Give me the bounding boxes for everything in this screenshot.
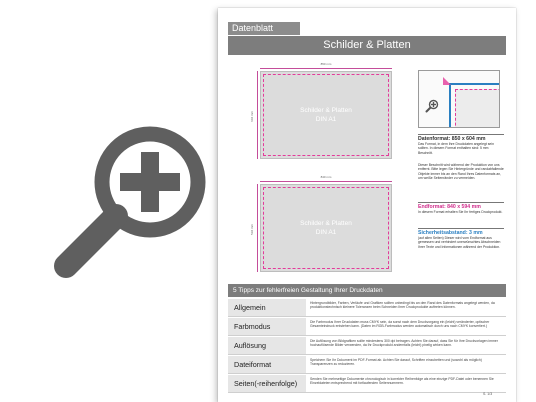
info-endformat [418, 204, 504, 214]
info-divider [418, 202, 504, 203]
endformat-text: In diesem Format erhalten Sie Ihr fertiges Druckprodukt. [418, 210, 503, 214]
corner-detail [418, 70, 500, 128]
board-preview-2 [260, 184, 392, 272]
info-divider [418, 228, 504, 229]
sheet-title: Schilder & Platten [228, 36, 506, 55]
board-1-line2: DIN A1 [315, 116, 337, 123]
tip-text: Hintergrundbilder, Farben, Verläufe und Grafiken sollten unbedingt bis an den Rand des Datenformats angelegt werden, da produktionstechnisch kleinere Toleranzen beim Schneiden Ihrer Druckprodukte auftreten können. [310, 301, 495, 310]
tip-label: Dateiformat [228, 356, 306, 373]
tip-text: Senden Sie mehrseitige Dokumente chronologisch in korrekter Reihenfolge als eine einzige PDF-Datei oder benennen Sie Einzeldateien entsprechend mit fortlaufenden Seitennummern. [310, 377, 494, 386]
sicherheit-head: Sicherheitsabstand: 3 mm [418, 230, 483, 236]
sheet-label: Datenblatt [228, 22, 300, 35]
tip-row [228, 299, 506, 317]
dimension-width-1: 850 mm [260, 63, 392, 69]
dimension-height-1 [252, 71, 258, 159]
board-2-line1: Schilder & Platten [300, 220, 352, 227]
datasheet-preview[interactable] [218, 8, 516, 402]
info-datenformat [418, 136, 504, 155]
tip-text: Speichern Sie Ihr Dokument im PDF-Format ab. Achten Sie darauf, Schriften einzubetten und (sowohl als möglich) Transparenzen zu reduzieren. [310, 358, 482, 367]
dimension-width-2: 840 mm [260, 176, 392, 182]
tips-title: 5 Tipps zur fehlerfreien Gestaltung Ihrer Druckdaten [228, 284, 506, 297]
page-number: S. 1/3 [483, 392, 493, 396]
tip-label: Allgemein [228, 299, 306, 316]
tip-text: Die Auflösung von Bildgrafiken sollte mindestens 300 dpi betragen. Achten Sie darauf, dass Sie für Ihre Druckvorlagen immer hochauflösende Bilder verwenden, da Ihr Druckprodukt andernfalls (leicht) pixelig wirken kann. [310, 339, 498, 348]
board-preview-1 [260, 71, 392, 159]
tip-row [228, 375, 506, 393]
corner-marker [443, 77, 451, 85]
magnifier-plus-icon[interactable] [50, 118, 215, 283]
tip-label: Auflösung [228, 337, 306, 354]
tip-label: Seiten(-reihenfolge) [228, 375, 306, 392]
datenformat-text: Das Format, in dem Ihre Druckdaten angelegt sein sollten. In diesem Format enthalten sind: 5 mm Beschnitt. [418, 142, 494, 155]
mini-magnifier-icon [425, 99, 439, 113]
tip-text: Die Farbmodus Ihrer Druckdaten muss CMYK sein, da sonst nach dem Druckvorgang ein (leicht) veränderter, optischer Gesamteindruck entstehen kann. (Daten im RGB-Farbmodus werden automatisch durch uns nach CMYK konvertiert.) [310, 320, 490, 329]
endformat-head: Endformat: 840 x 594 mm [418, 204, 481, 210]
trim-edge [449, 83, 500, 128]
info-divider [418, 134, 504, 135]
board-1-line1: Schilder & Platten [300, 107, 352, 114]
tip-label: Farbmodus [228, 318, 306, 335]
sicherheit-text: (auf allen Seiten) Dieser wird vom Endformat aus gemessen und verhindert unerwünschtes Abschneiden Ihrer Texte und Informationen während der Produktion. [418, 236, 501, 249]
info-beschnitt [418, 163, 504, 180]
beschnitt-text: Dieser Beschnitt wird während der Produktion von uns entfernt. Bitte legen Sie Hintergründe und randabfallende Objekte immer bis an den Rand Ihres Datenformats an, um weiße Seitenränder zu vermeiden. [418, 163, 504, 180]
dimension-height-1-label: 604 mm [250, 111, 254, 122]
dimension-height-2-label: 594 mm [250, 224, 254, 235]
tip-row [228, 337, 506, 355]
dimension-height-2 [252, 184, 258, 272]
board-2-line2: DIN A1 [315, 229, 337, 236]
tip-row [228, 318, 506, 336]
tip-row [228, 356, 506, 374]
info-sicherheitsabstand [418, 230, 504, 249]
datenformat-head: Datenformat: 850 x 604 mm [418, 136, 486, 142]
